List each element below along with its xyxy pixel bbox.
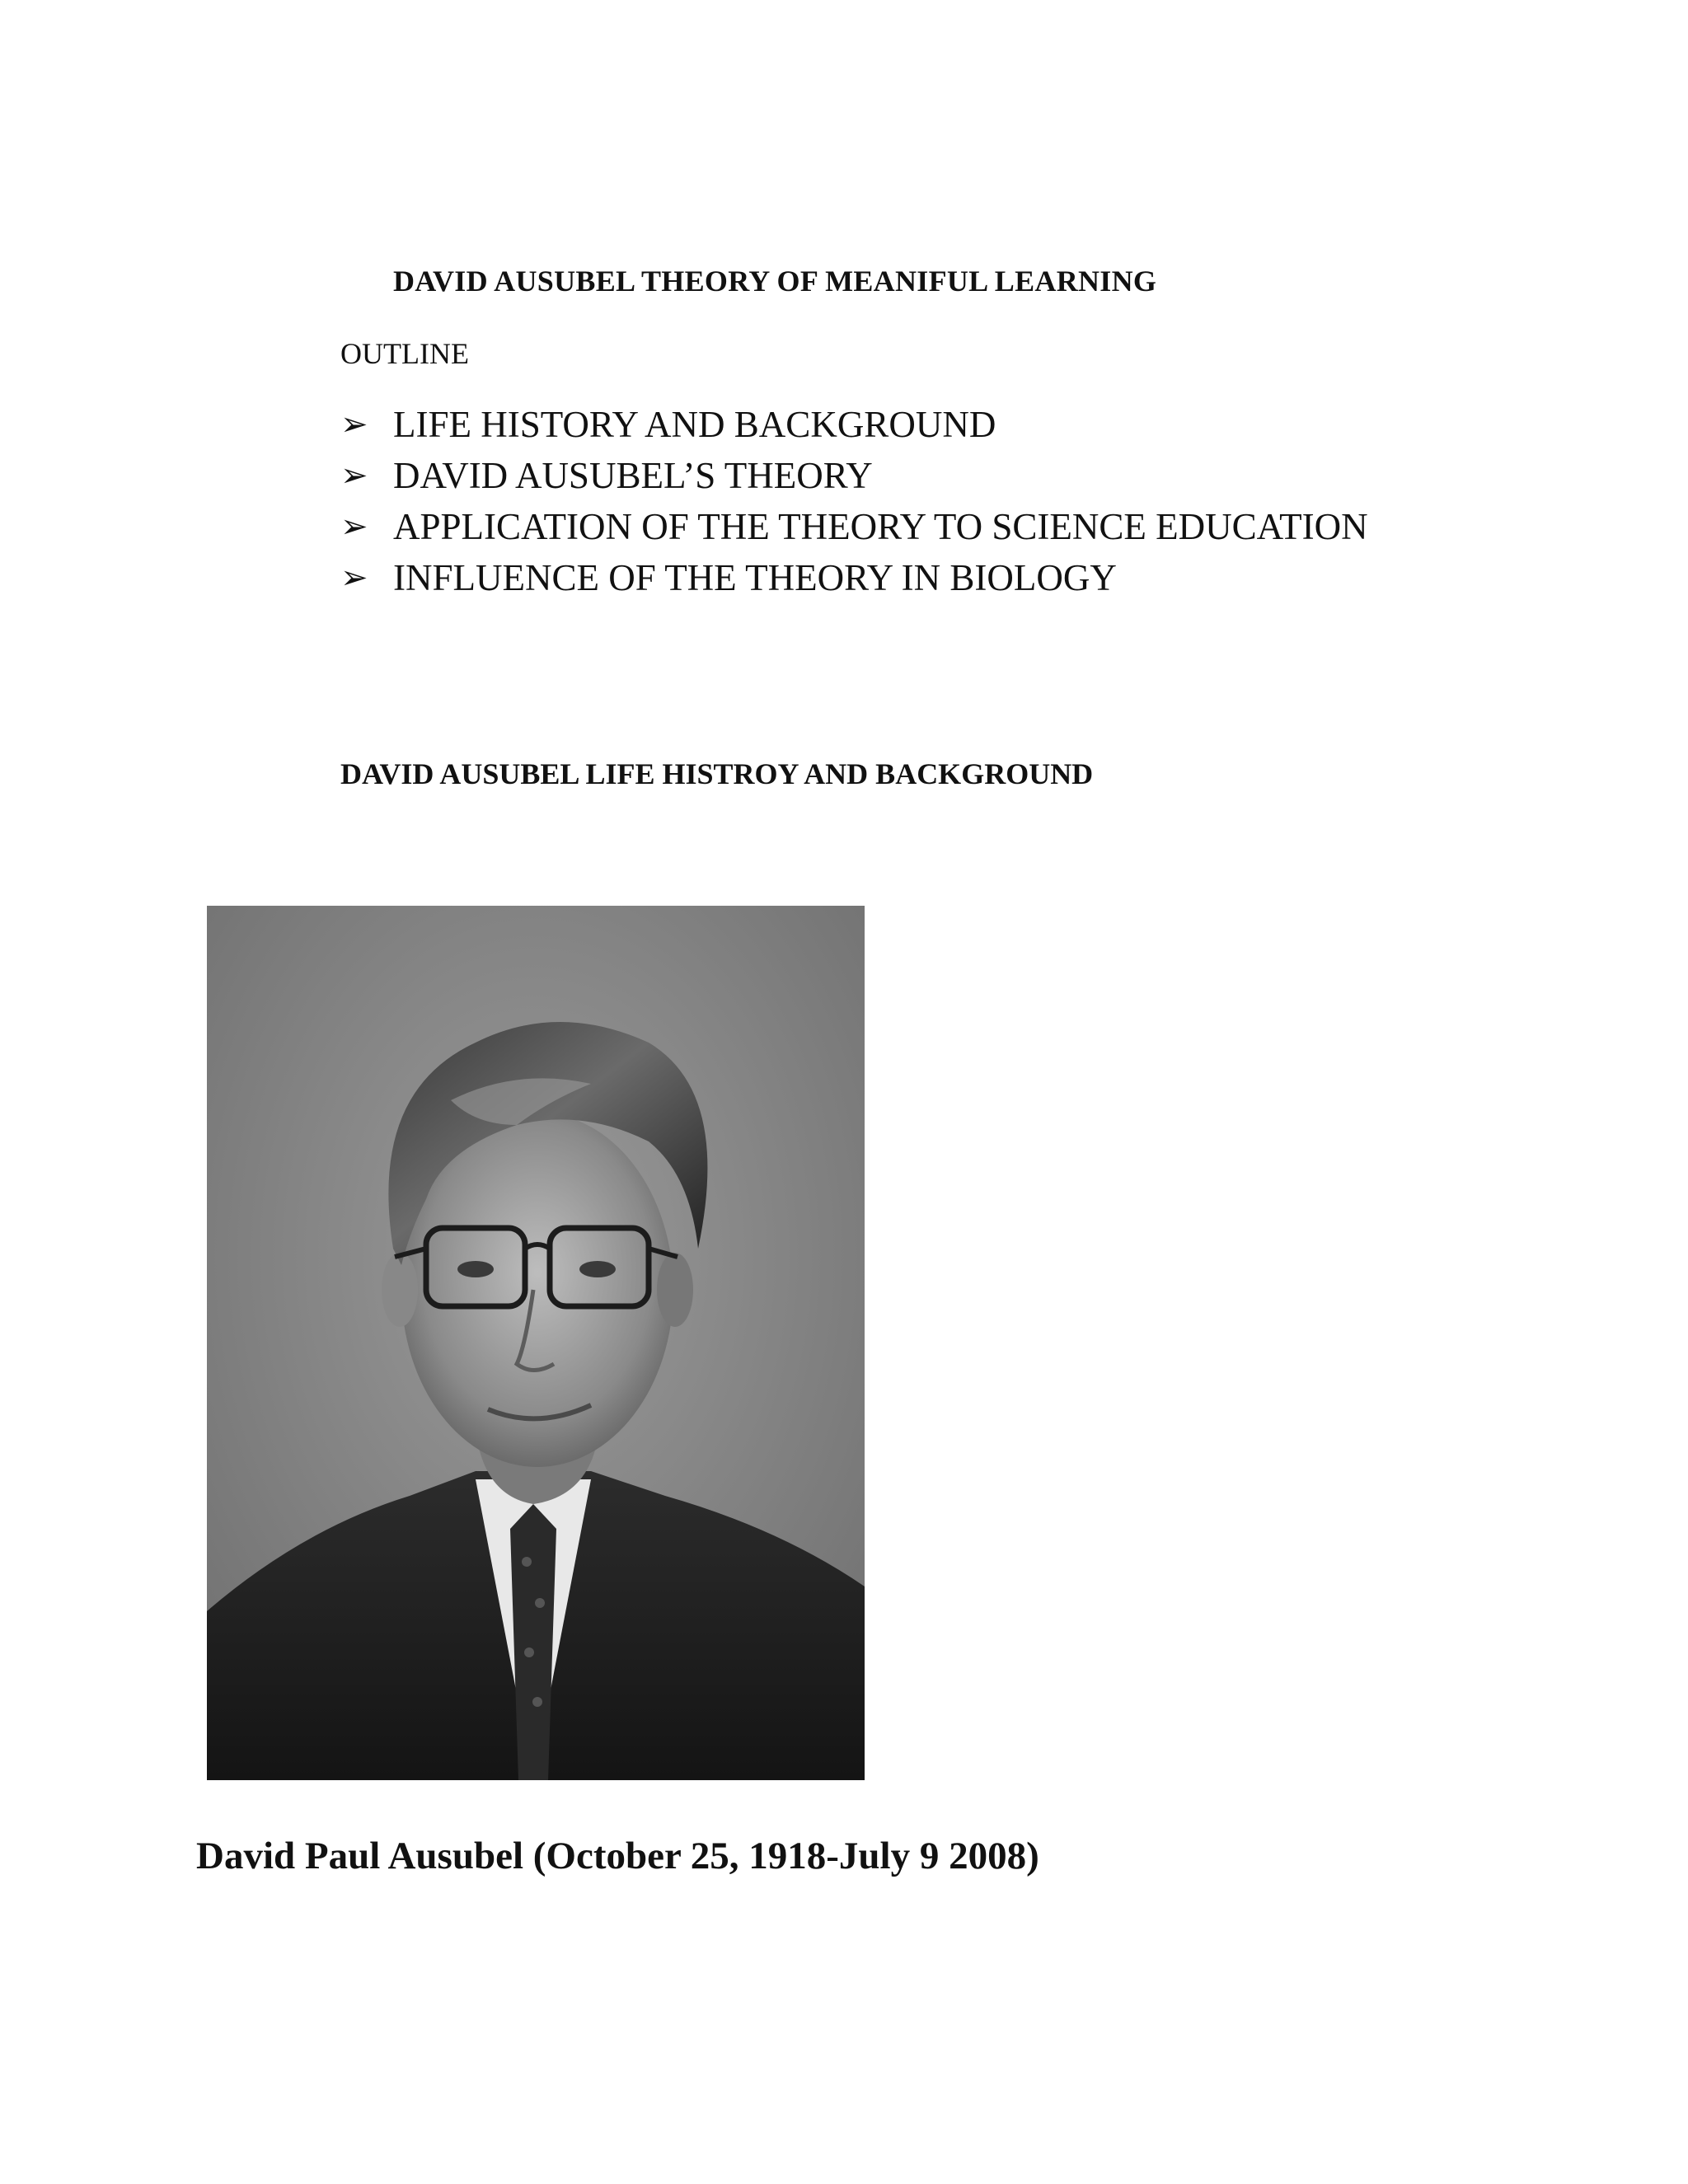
outline-item: [340, 399, 1368, 450]
outline-label: OUTLINE: [340, 337, 469, 370]
outline-item-text: APPLICATION OF THE THEORY TO SCIENCE EDUCATION: [393, 506, 1368, 547]
outline-item: [340, 450, 1368, 501]
outline-item-text: LIFE HISTORY AND BACKGROUND: [393, 404, 996, 445]
arrow-bullet-icon: ➢: [340, 508, 368, 545]
arrow-bullet-icon: ➢: [340, 405, 368, 443]
arrow-bullet-icon: ➢: [340, 559, 368, 596]
portrait-photo: [204, 902, 868, 1783]
arrow-bullet-icon: ➢: [340, 457, 368, 494]
section-heading: DAVID AUSUBEL LIFE HISTROY AND BACKGROUND: [340, 757, 1094, 790]
document-title: DAVID AUSUBEL THEORY OF MEANIFUL LEARNING: [393, 265, 1157, 298]
outline-item-text: DAVID AUSUBEL’S THEORY: [393, 455, 873, 496]
photo-caption: David Paul Ausubel (October 25, 1918-July 9 2008): [196, 1835, 1039, 1877]
outline-item-text: INFLUENCE OF THE THEORY IN BIOLOGY: [393, 557, 1117, 598]
outline-item: [340, 552, 1368, 603]
outline-list: [340, 399, 1368, 603]
outline-item: [340, 501, 1368, 552]
